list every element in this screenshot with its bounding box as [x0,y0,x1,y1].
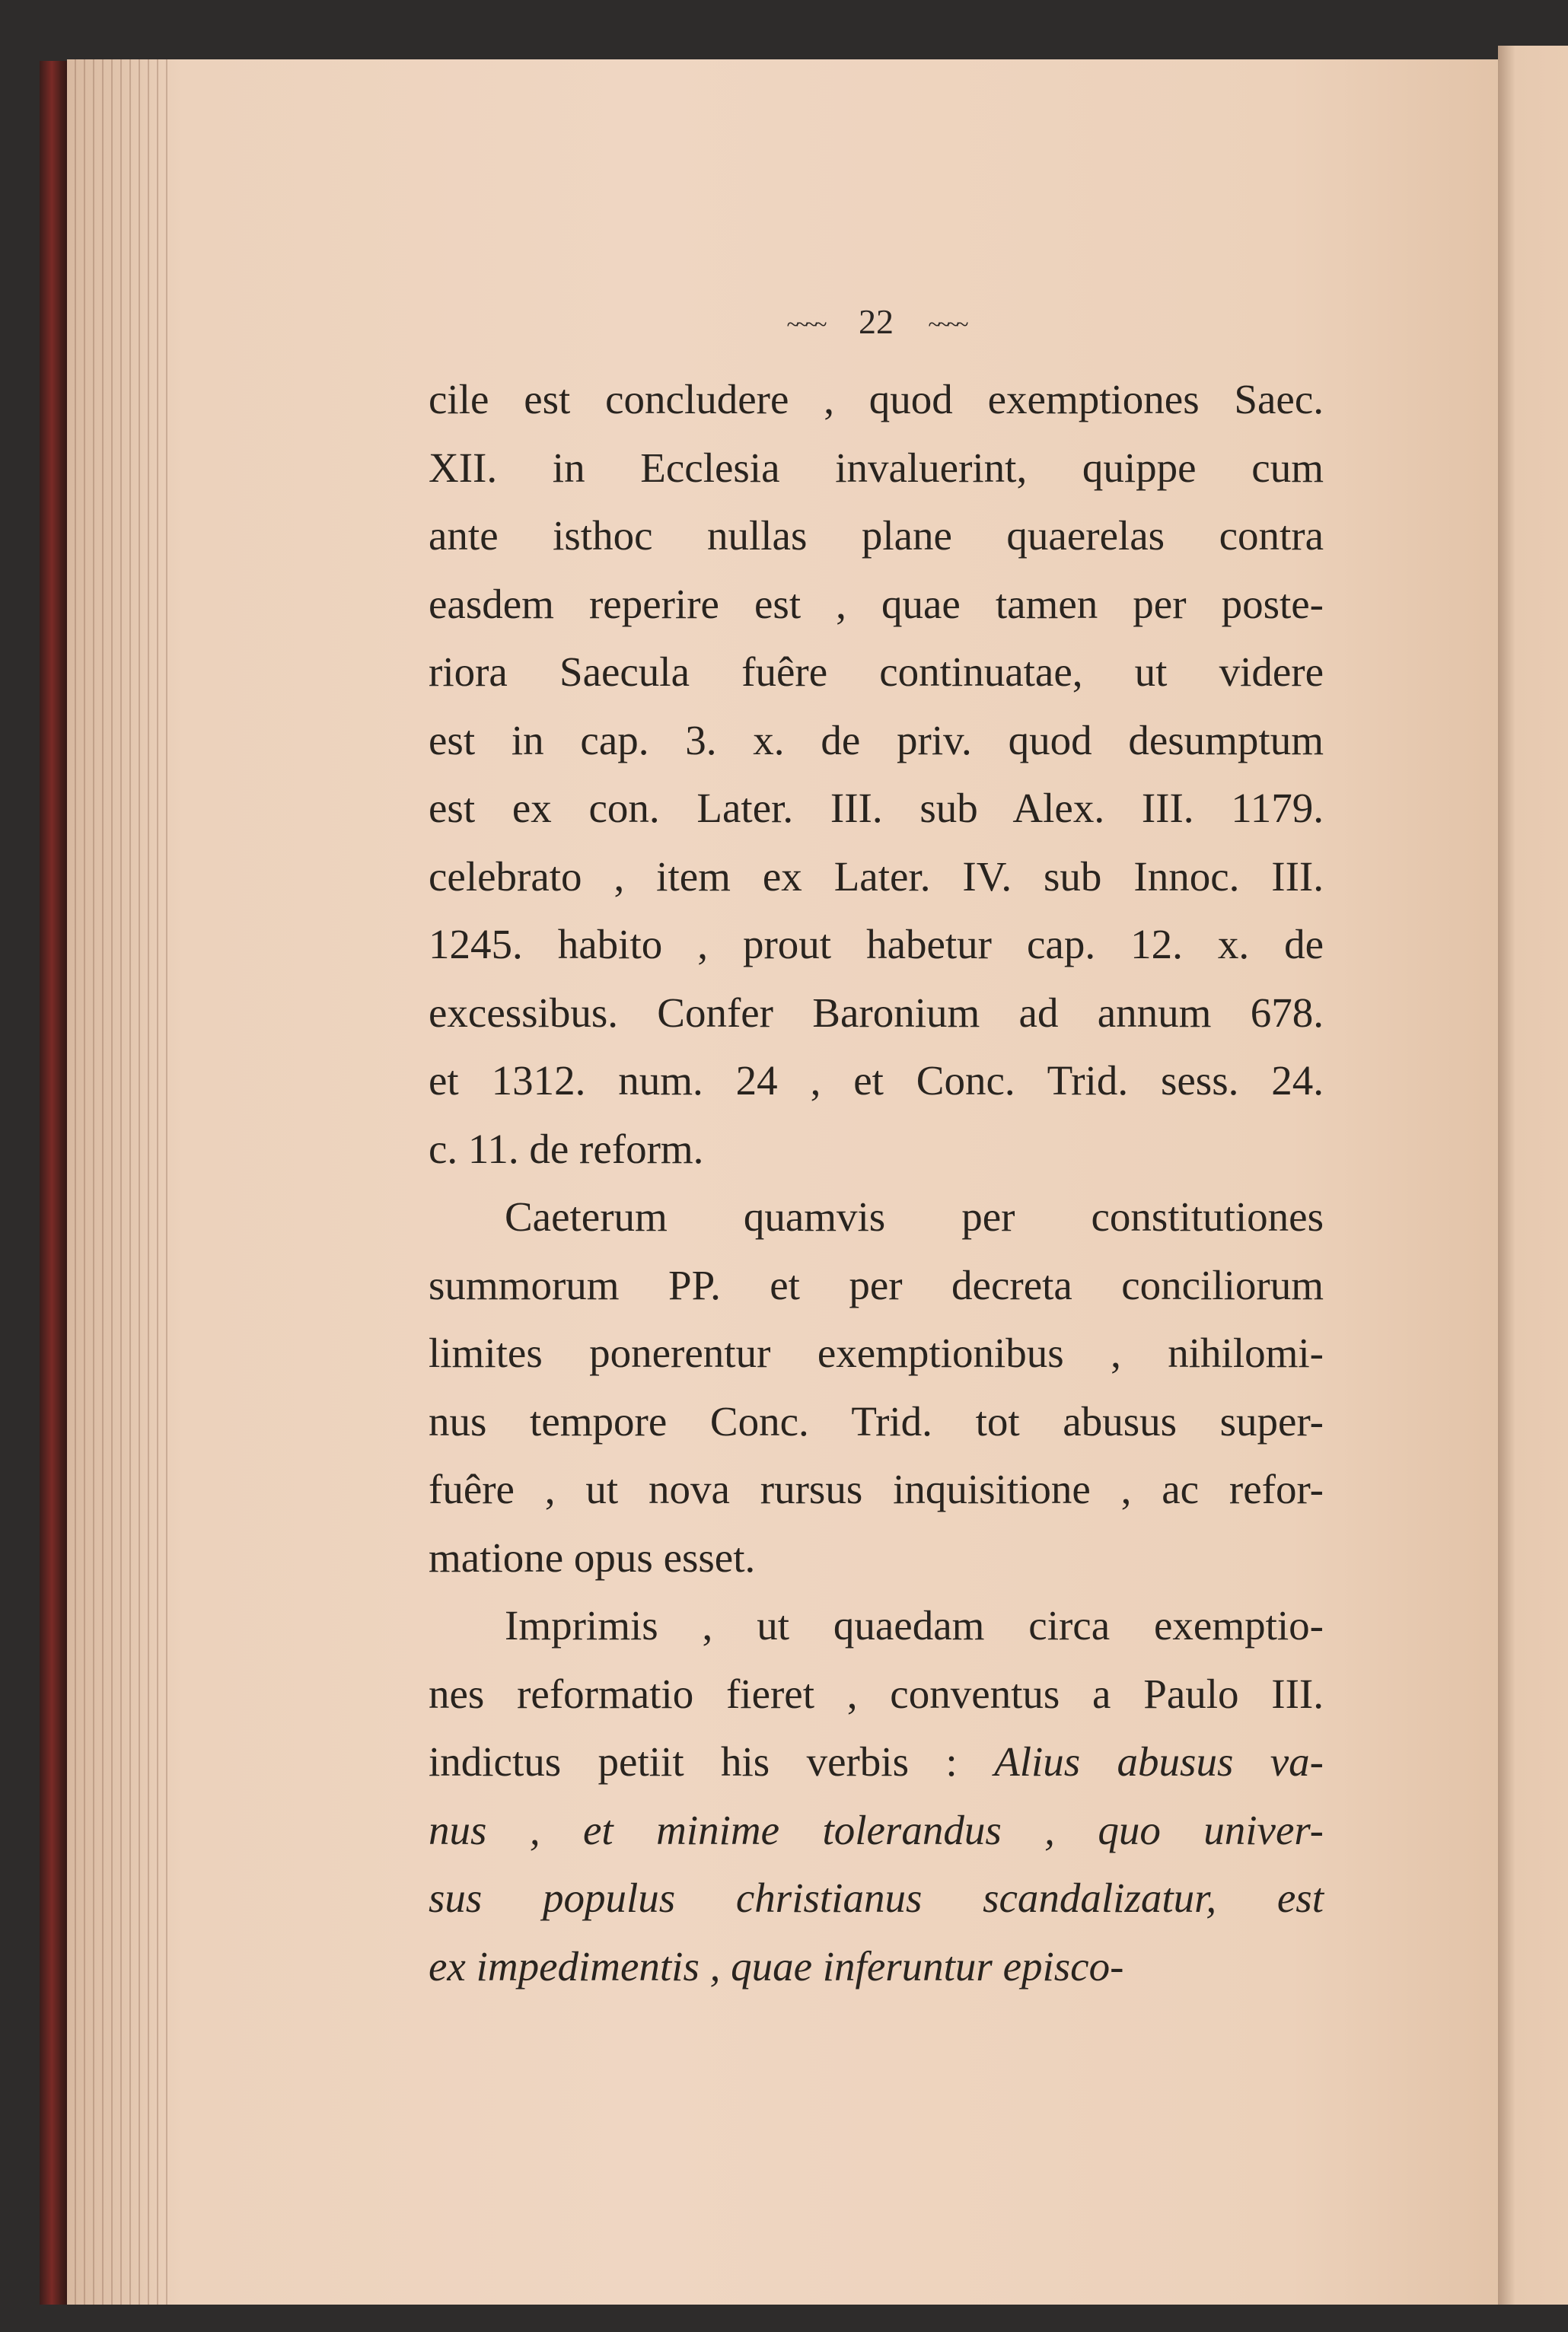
text-segment: est in cap. 3. x. de priv. quod desumptum [429,716,1324,763]
italic-text: nus , et minime tolerandus , quo univer- [429,1806,1324,1853]
text-line [429,570,1324,639]
scan-background-bottom [0,2305,1568,2332]
text-segment: est ex con. Later. III. sub Alex. III. 1179. [429,785,1324,831]
text-segment: fuêre , ut nova rursus inquisitione , ac refor- [429,1466,1324,1512]
text-line [429,1591,1324,1660]
facing-page-edge [1498,46,1568,2332]
text-segment: Caeterum quamvis per constitutiones [505,1193,1324,1240]
text-segment: 1245. habito , prout habetur cap. 12. x. de [429,921,1324,967]
book-binding [40,61,70,2314]
text-segment: nus tempore Conc. Trid. tot abusus super- [429,1397,1324,1445]
text-line [429,1115,1324,1184]
text-line [429,1932,1324,2001]
text-line [429,1524,1324,1592]
scan-background [0,0,1568,59]
text-segment: c. 11. de reform. [429,1125,704,1172]
running-header [429,301,1324,342]
text-segment: cile est concludere , quod exemptiones Saec. [429,376,1324,422]
text-segment: riora Saecula fuêre continuatae, ut videre [429,648,1324,695]
text-segment: celebrato , item ex Later. IV. sub Innoc. III. [429,852,1324,900]
text-segment: limites ponerentur exemptionibus , nihilomi- [429,1330,1324,1376]
text-line [429,365,1324,434]
text-segment: matione opus esset. [429,1534,756,1581]
text-line [429,1251,1324,1320]
text-segment: summorum PP. et per decreta conciliorum [429,1261,1324,1308]
text-line [429,706,1324,775]
text-line [429,1796,1324,1865]
text-line [429,1455,1324,1524]
text-line [429,434,1324,502]
text-line [429,1387,1324,1456]
text-line [429,774,1324,843]
text-segment: Imprimis , ut quaedam circa exemptio- [505,1602,1324,1649]
text-segment: et 1312. num. 24 , et Conc. Trid. sess. 24. [429,1057,1324,1104]
italic-text: sus populus christianus scandalizatur, est [429,1875,1324,1921]
italic-text: ex impedimentis , quae inferuntur episco- [429,1942,1124,1990]
text-segment: easdem reperire est , quae tamen per poste- [429,580,1324,627]
text-line [429,1319,1324,1387]
italic-text: Alius abusus va- [994,1738,1324,1785]
text-line [429,502,1324,570]
text-line [429,979,1324,1047]
text-segment: XII. in Ecclesia invaluerint, quippe cum [429,444,1324,491]
page-number: 22 [859,302,894,341]
text-segment: indictus petiit his verbis : [429,1738,995,1785]
text-line [429,1864,1324,1932]
text-line [429,1728,1324,1796]
text-segment: ante isthoc nullas plane quaerelas contra [429,512,1324,559]
ornament-right: ~~~~ [928,312,966,338]
text-line [429,910,1324,979]
text-line [429,843,1324,911]
text-line [429,1660,1324,1728]
text-segment: excessibus. Confer Baronium ad annum 678. [429,989,1324,1036]
text-segment: nes reformatio fieret , conventus a Paulo III. [429,1670,1324,1717]
text-line [429,638,1324,706]
body-text [429,365,1324,2000]
ornament-left: ~~~~ [786,312,824,338]
text-line [429,1183,1324,1251]
text-line [429,1047,1324,1115]
page-stack-edges [67,59,174,2305]
